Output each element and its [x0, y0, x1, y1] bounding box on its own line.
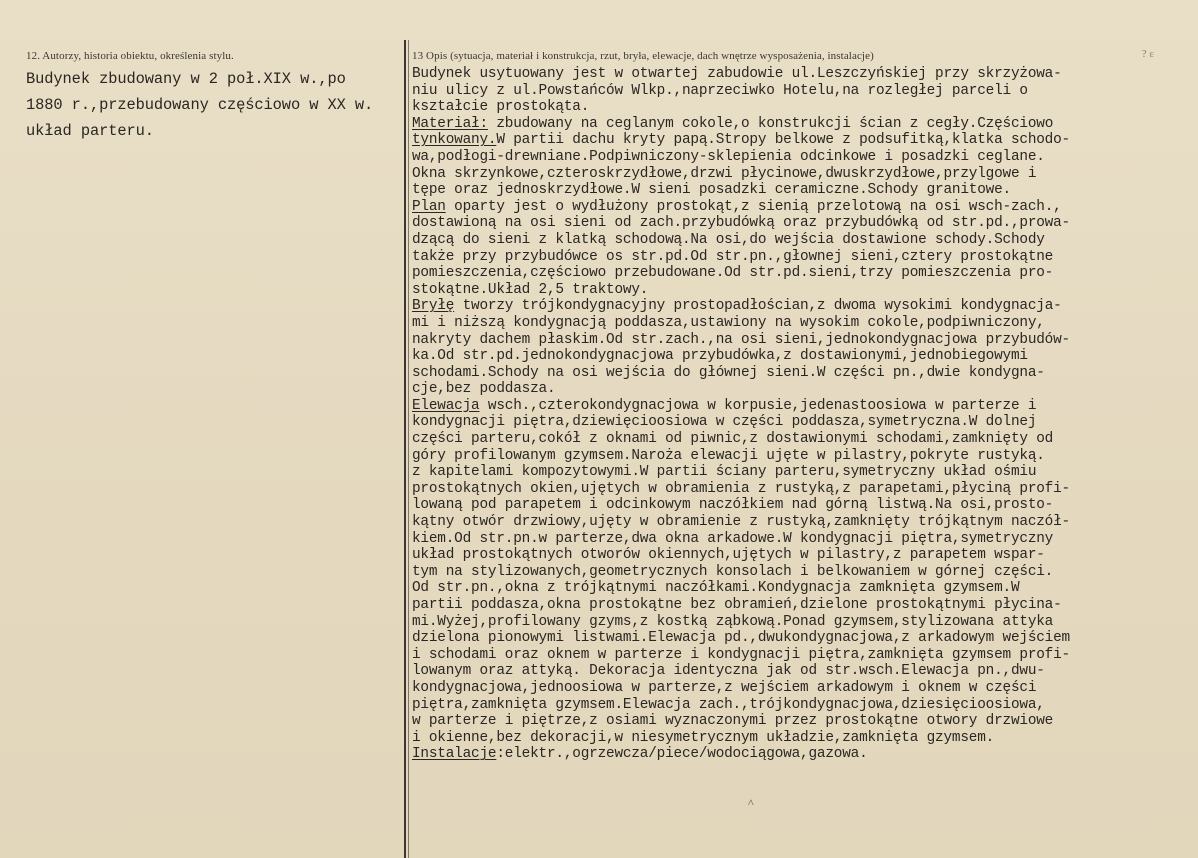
typed-line	[412, 166, 1196, 183]
line-text: Okna skrzynkowe,czteroskrzydłowe,drzwi płycinowe,dwuskrzydłowe,przylgowe i	[412, 165, 1037, 182]
typed-line: Budynek zbudowany w 2 poł.XIX w.,po	[26, 70, 346, 88]
typed-line	[412, 630, 1196, 647]
line-text: niu ulicy z ul.Powstańców Wlkp.,naprzeciwko Hotelu,na rozległej parceli o	[412, 82, 1028, 99]
section-13-body	[412, 66, 1196, 763]
line-text: tym na stylizowanych,geometrycznych konsolach i belkowaniem w górnej części.	[412, 563, 1054, 580]
typed-line	[412, 663, 1196, 680]
line-text: lowaną pod parapetem i odcinkowym naczółkiem nad górną listwą.Na osi,prosto-	[412, 497, 1054, 514]
line-text: kiem.Od str.pn.w parterze,dwa okna arkadowe.W kondygnacji piętra,symetryczny	[412, 530, 1054, 547]
line-text: Od str.pn.,okna z trójkątnymi naczółkami.Kondygnacja zamknięta gzymsem.W	[412, 580, 1020, 597]
section-label: Plan	[412, 198, 446, 215]
typed-line	[412, 132, 1196, 149]
section-13-description	[412, 50, 1196, 763]
line-text: kątny otwór drzwiowy,ujęty w obramienie z rustyką,zamknięty trójkątnym naczół-	[412, 514, 1070, 531]
typed-line	[412, 614, 1196, 631]
typed-line	[412, 746, 1196, 763]
line-text: partii poddasza,okna prostokątne bez obramień,dzielone prostokątnymi płycina-	[412, 597, 1062, 613]
line-text: nakryty dachem płaskim.Od str.zach.,na osi sieni,jednokondygnacjowa przybudów-	[412, 331, 1070, 348]
typed-line	[412, 83, 1196, 100]
column-divider	[404, 40, 406, 858]
typed-line	[412, 547, 1196, 564]
line-text: i schodami oraz oknem w parterze i kondygnacji piętra,zamknięta gzymsem profi-	[412, 646, 1070, 663]
line-text: pomieszczenia,częściowo przebudowane.Od str.pd.sieni,trzy pomieszczenia pro-	[412, 265, 1054, 282]
typed-line	[412, 116, 1196, 133]
line-text: z kapitelami kompozytowymi.W partii ściany parteru,symetryczny układ ośmiu	[412, 464, 1037, 481]
line-text: dostawioną na osi sieni od zach.przybudówką oraz przybudówką od str.pd.,prowa-	[412, 215, 1070, 232]
line-text: i okienne,bez dekoracji,w niesymetrycznym układzie,zamknięta gzymsem.	[412, 729, 995, 746]
column-divider-secondary	[408, 40, 409, 858]
typed-line	[412, 597, 1196, 614]
line-text: piętra,zamknięta gzymsem.Elewacja zach.,trójkondygnacjowa,dziesięcioosiowa,	[412, 696, 1045, 713]
typed-line	[412, 713, 1196, 730]
line-text: lowanym oraz attyką. Dekoracja identyczna jak od str.wsch.Elewacja pn.,dwu-	[412, 663, 1045, 680]
typed-line	[412, 149, 1196, 166]
typed-line	[412, 431, 1196, 448]
line-text: ka.Od str.pd.jednokondygnacjowa przybudówka,z dostawionymi,jednobiegowymi	[412, 348, 1028, 365]
line-text: góry profilowanym gzymsem.Naroża elewacji ujęte w pilastry,pokryte rustyką.	[412, 447, 1045, 464]
typed-line	[412, 182, 1196, 199]
line-text: w parterze i piętrze,z osiami wyznaczonymi przez prostokątne otwory drzwiowe	[412, 713, 1054, 730]
typed-line	[412, 199, 1196, 216]
line-text: dzącą do sieni z klatką schodową.Na osi,do wejścia dostawione schody.Schody	[412, 231, 1045, 248]
typed-line	[412, 215, 1196, 232]
section-13-header: 13 Opis (sytuacja, materiał i konstrukcja, rzut, bryła, elewacje, dach wnętrze wysposażenia, instalacje)	[412, 50, 874, 62]
section-label: Elewacja	[412, 397, 480, 414]
line-text: cje,bez poddasza.	[412, 381, 556, 398]
typed-line	[412, 66, 1196, 83]
typed-line	[412, 481, 1196, 498]
section-12-authors-history	[26, 50, 398, 144]
typed-line	[412, 580, 1196, 597]
line-text: Budynek usytuowany jest w otwartej zabudowie ul.Leszczyńskiej przy skrzyżowa-	[412, 66, 1062, 82]
typed-line	[412, 697, 1196, 714]
line-text: wa,podłogi-drewniane.Podpiwniczony-sklepienia odcinkowe i posadzki ceglane.	[412, 148, 1045, 165]
line-text: także przy przybudówce os str.pd.Od str.pn.,głownej sieni,cztery prostokątne	[412, 248, 1054, 265]
typed-line	[412, 315, 1196, 332]
typed-line	[412, 464, 1196, 481]
section-12-header: 12. Autorzy, historia obiektu, określenia stylu.	[26, 50, 234, 62]
line-text: kondygnacji piętra,dziewięcioosiowa w części poddasza,symetryczna.W dolnej	[412, 414, 1037, 431]
typed-line	[412, 531, 1196, 548]
typed-line	[412, 365, 1196, 382]
typed-line	[412, 448, 1196, 465]
line-text: kształcie prostokąta.	[412, 99, 590, 116]
typed-line	[412, 249, 1196, 266]
typed-line	[412, 414, 1196, 431]
typed-line	[412, 647, 1196, 664]
line-text: mi.Wyżej,profilowany gzyms,z kostką ząbkową.Ponad gzymsem,stylizowana attyka	[412, 613, 1054, 630]
typed-line	[412, 398, 1196, 415]
line-text: W partii dachu kryty papą.Stropy belkowe z podsufitką,klatka schodo-	[496, 132, 1070, 149]
section-label: Instalacje	[412, 746, 497, 763]
typed-line	[412, 282, 1196, 299]
line-text: :elektr.,ogrzewcza/piece/wodociągowa,gazowa.	[496, 746, 868, 763]
line-text: układ prostokątnych otworów okiennych,ujętych w pilastry,z parapetem wspar-	[412, 547, 1045, 564]
typed-line: układ parteru.	[26, 122, 154, 140]
typed-line	[412, 332, 1196, 349]
line-text: zbudowany na ceglanym cokole,o konstrukcji ścian z cegły.Częściowo	[487, 115, 1054, 132]
line-text: stokątne.Układ 2,5 traktowy.	[412, 281, 649, 298]
line-text: oparty jest o wydłużony prostokąt,z sienią przelotową na osi wsch-zach.,	[445, 198, 1062, 215]
line-text: tworzy trójkondygnacyjny prostopadłościan,z dwoma wysokimi kondygnacja-	[454, 298, 1062, 315]
typed-line	[412, 730, 1196, 747]
typed-line	[412, 348, 1196, 365]
typed-line	[412, 232, 1196, 249]
typed-line	[412, 265, 1196, 282]
typed-line	[412, 298, 1196, 315]
line-text: prostokątnych okien,ujętych w obramienia z rustyką,z parapetami,płyciną profi-	[412, 480, 1070, 497]
typed-line	[412, 381, 1196, 398]
bottom-mark: ^	[748, 796, 754, 810]
section-12-body	[26, 66, 398, 144]
margin-note: ? ε	[1141, 48, 1154, 60]
line-text: dzielona pionowymi listwami.Elewacja pd.,dwukondygnacjowa,z arkadowym wejściem	[412, 630, 1070, 647]
line-text: kondygnacjowa,jednoosiowa w parterze,z wejściem arkadowym i oknem w części	[412, 679, 1037, 696]
typed-line: 1880 r.,przebudowany częściowo w XX w.	[26, 96, 374, 114]
section-label: Materiał:	[412, 115, 488, 132]
line-text: mi i niższą kondygnacją poddasza,ustawiony na wysokim cokole,podpiwniczony,	[412, 314, 1045, 331]
line-text: wsch.,czterokondygnacjowa w korpusie,jedenastoosiowa w parterze i	[479, 397, 1037, 414]
section-label: tynkowany.	[412, 132, 497, 149]
section-label: Bryłę	[412, 298, 455, 315]
typed-line	[412, 564, 1196, 581]
typed-line	[412, 680, 1196, 697]
typed-line	[412, 497, 1196, 514]
line-text: części parteru,cokół z oknami od piwnic,z dostawionymi schodami,zamknięty od	[412, 431, 1054, 448]
typed-line	[412, 514, 1196, 531]
line-text: schodami.Schody na osi wejścia do głównej sieni.W części pn.,dwie kondygna-	[412, 364, 1045, 381]
line-text: tępe oraz jednoskrzydłowe.W sieni posadzki ceramiczne.Schody granitowe.	[412, 182, 1011, 199]
typed-line	[412, 99, 1196, 116]
